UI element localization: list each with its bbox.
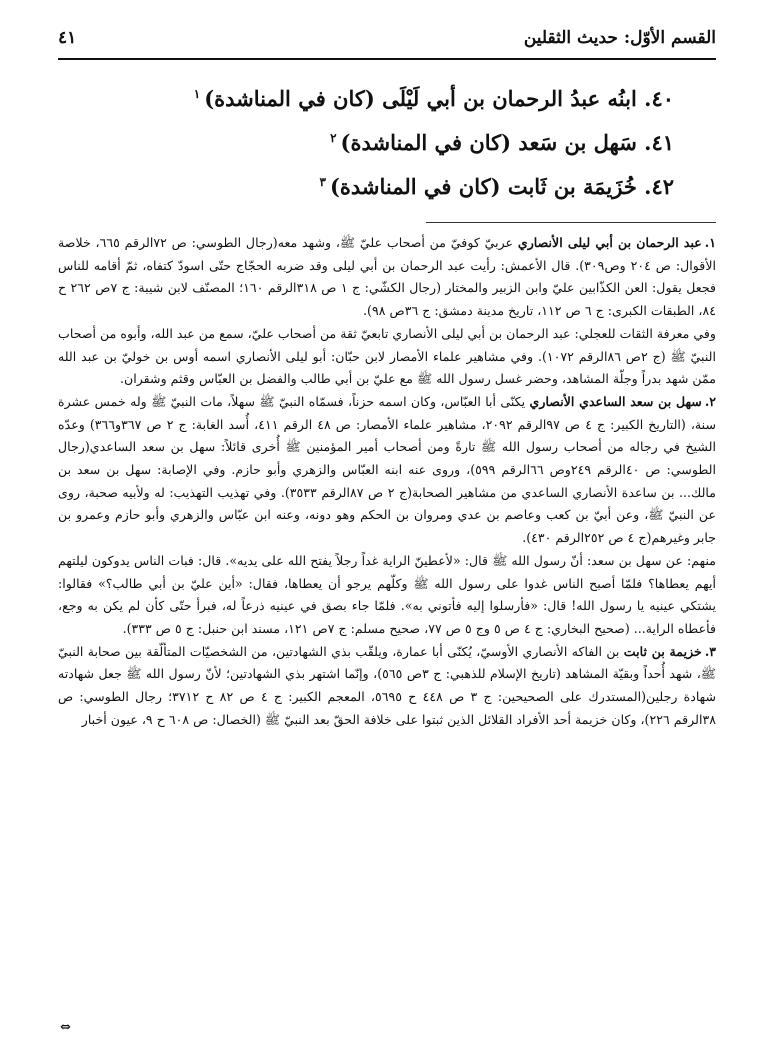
footnote-name: سهل بن سعد الساعدي الأنصاري: [529, 393, 702, 409]
footnote-separator: [426, 222, 716, 223]
footnote-paragraph: [58, 391, 716, 550]
narrator-text: خُزَيمَة بن ثَابت (كان في المناشدة): [329, 174, 637, 199]
narrator-item: ٤٠. ابنُه عبدُ الرحمان بن أبي لَيْلَى (كان في المناشدة)$^١$: [193, 86, 674, 111]
footnote-ref[interactable]: ٣: [319, 175, 326, 189]
narrator-item: ٤٢. خُزَيمَة بن ثَابت (كان في المناشدة)$^٣$: [319, 174, 674, 199]
footnote-paragraph: [58, 641, 716, 732]
footnote-ref[interactable]: ١: [193, 87, 201, 101]
narrators-list: [70, 72, 674, 204]
footnotes: [58, 232, 716, 1017]
footnote-name: عبد الرحمان بن أبي ليلى الأنصاري: [517, 235, 702, 250]
page-header: [58, 22, 716, 52]
narrator-text: سَهل بن سَعد (كان في المناشدة): [340, 130, 637, 155]
footnote-number: ٢.: [704, 393, 716, 409]
narrator-number: ٤٢: [651, 174, 674, 199]
footnote-paragraph: منهم: عن سهل بن سعد: أنّ رسول الله ﷺ قال: «لأعطينّ الراية غداً رجلاً يفتح الله على يديه». قال: فبات الناس يدوكون ليلتهم أيهم يعطاها؟ فلمّا أصبح الناس غدوا على رسول الله ﷺ وكلّهم يرجو أن يعطاها، فقال: «أين عليّ بن أبي طالب؟» فقالوا: يشتكي عينيه يا رسول الله! قال: «فأرسلوا إليه فأتوني به». فلمّا جاء بصق في عينيه ذرعاً له، فبرأ حتّى كأن لم يكن به وجع، فأعطاه الراية... (صحيح البخاري: ج ٤ ص ٥ وج ٥ ص ٧٧، صحيح مسلم: ج ٧ص ١٢١، مسند ابن حنبل: ج ٥ ص ٣٣٣).: [58, 552, 716, 636]
footnote-paragraph: [58, 232, 716, 323]
footnote-name: خزيمة بن ثابت: [623, 643, 702, 659]
footnote-text: يكنّى أبا العبّاس، وكان اسمه حزناً، فسمّاه النبيّ ﷺ سهلاً، مات النبيّ ﷺ وله خمس عشرة سنة، (التاريخ الكبير: ج ٤ ص ٩٧الرقم ٢٠٩٢، مشاهير علماء الأمصار: ص ٤٨ الرقم ٤١١، أُسد الغابة: ج ٢ ص ٣٦٧و٣٦٦) وعدّه الشيخ في رجاله من أصحاب رسول الله ﷺ تارةً ومن أصحاب أمير المؤمنين ﷺ أُخرى قائلاً: سهل بن سعد الساعدي(رجال الطوسي: ص ٤٠الرقم ٢٤٩وص ٦٦الرقم ٥٩٩)، وروى عنه ابنه العبّاس والزهري وأبو حازم. وفي الإصابة: سهل بن سعد بن مالك... بن ساعدة الأنصاري الساعدي من مشاهير الصحابة(ج ٢ ص ٨٧الرقم ٣٥٣٣). وفي تهذيب التهذيب: له ولأبيه صحبة، روى عن النبيّ ﷺ، وعن أبيّ بن كعب وعاصم بن عدي ومروان بن الحكم وهو دونه، وعنه ابن عبّاس والزهري وأبو حازم وعمرو بن جابر وغيرهم(ج ٤ ص ٢٥٢الرقم ٤٣٠).: [58, 393, 716, 546]
footnote-1: [58, 232, 716, 391]
footnote-paragraph: وفي معرفة الثقات للعجلي: عبد الرحمان بن أبي ليلى الأنصاري تابعيّ ثقة من أصحاب عليّ، سمع من عبد الله، وأبوه من أصحاب النبيّ ﷺ (ج ٢ص ٨٦الرقم ١٠٧٢). وفي مشاهير علماء الأمصار لابن حبّان: أبو ليلى الأنصاري اسمه أوس بن خوليّ بن عبد الله ممّن شهد بدراً وجلّة المشاهد، وحضر غسل رسول الله ﷺ مع عليّ بن أبي طالب والفضل بن العبّاس وقثم وشقران.: [58, 325, 716, 387]
narrator-item: ٤١. سَهل بن سَعد (كان في المناشدة)$^٢$: [330, 130, 674, 155]
footnote-text: بن الفاكه الأنصاري الأوسيّ، يُكنّى أبا عمارة، ويلقّب بذي الشهادتين، من الشخصيّات المتألّقة بين صحابة النبيّ ﷺ، شهد أُحداً وبقيّة المشاهد (تاريخ الإسلام للذهبي: ج ٣ص ٥٦٥)، وإنّما اشتهر بذي الشهادتين؛ لأنّ رسول الله ﷺ جعل شهادته شهادة رجلين(المستدرك على الصحيحين: ج ٣ ص ٤٤٨ ح ٥٦٩٥، المعجم الكبير: ج ٤ ص ٨٢ ح ٣٧١٢؛ رجال الطوسي: ص ٣٨الرقم ٢٢٦)، وكان خزيمة أحد الأفراد القلائل الذين ثبتوا على خلافة الحقّ بعد النبيّ ﷺ (الخصال: ص ٦٠٨ ح ٩، عيون أخبار: [58, 643, 716, 727]
page-number: ٤١: [58, 28, 77, 48]
footnote-text: عربيّ كوفيّ من أصحاب عليّ ﷺ، وشهد معه(رجال الطوسي: ص ٧٢الرقم ٦٦٥، خلاصة الأقوال: ص ٢٠٤ وص٣٠٩). قال الأعمش: رأيت عبد الرحمان بن أبي ليلى وقد ضربه الحجّاج حتّى اسودّ كتفاه، ثمّ أقامه للناس فجعل يقول: العن الكذّابين عليّ وابن الزبير والمختار (رجال الكشّي: ج ١ ص ٣١٨الرقم ١٦٠؛ المصنّف لابن شيبة: ج ٧ص ٢٦٢ ح ٨٤، الطبقات الكبرى: ج ٦ ص ١١٢، تاريخ مدينة دمشق: ج ٣٦ص ٩٨).: [58, 235, 716, 319]
footnote-2: [58, 391, 716, 641]
footnote-number: ٣.: [704, 643, 716, 659]
footnote-number: ١.: [704, 235, 716, 250]
narrator-text: ابنُه عبدُ الرحمان بن أبي لَيْلَى (كان في المناشدة): [204, 86, 637, 111]
section-title: القسم الأوّل: حديث الثقلين: [523, 28, 716, 48]
narrator-number: ٤٠: [651, 86, 674, 111]
header-rule: [58, 58, 716, 60]
footnote-3: [58, 641, 716, 732]
narrator-number: ٤١: [651, 130, 674, 155]
footnote-ref[interactable]: ٢: [330, 131, 337, 145]
continue-arrow-icon: ⇔: [60, 1020, 71, 1035]
